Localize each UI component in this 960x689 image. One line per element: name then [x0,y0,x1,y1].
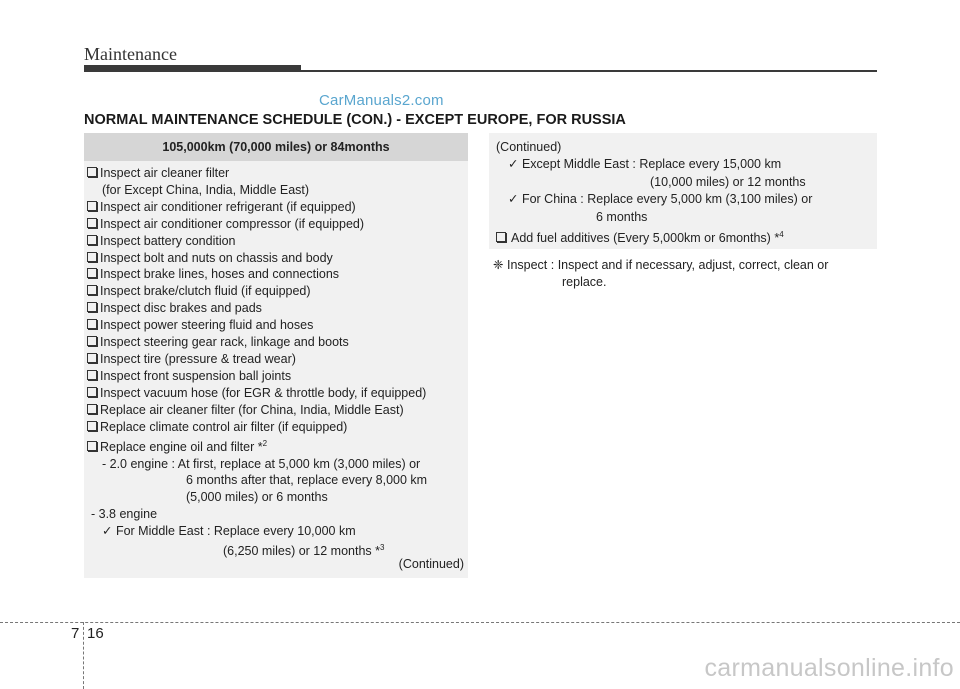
engine-2-0-line: 6 months after that, replace every 8,000 km [186,473,428,488]
except-middle-east-line: ✓ Except Middle East : Replace every 15,000 km [508,157,782,172]
header-rule-thick [84,65,301,72]
page-heading: NORMAL MAINTENANCE SCHEDULE (CON.) - EXCEPT EUROPE, FOR RUSSIA [84,112,626,128]
note-symbol-icon: ❈ [493,258,504,272]
page-number: 16 [87,625,104,642]
list-item: Inspect power steering fluid and hoses [84,317,468,334]
list-item: Replace climate control air filter (if equipped) [84,419,468,436]
footnote-ref: 3 [380,543,385,553]
checkmark-icon: ✓ [508,157,522,172]
engine-3-8-line: - 3.8 engine [91,507,158,522]
checkbox-icon [87,319,97,329]
list-item: Add fuel additives (Every 5,000km or 6months) *$^4$ [496,226,876,248]
checkmark-icon: ✓ [102,524,116,539]
list-item-continuation: (for Except China, India, Middle East) [102,182,310,197]
checkbox-icon [87,252,97,262]
interval-title: 105,000km (70,000 miles) or 84months [84,133,468,161]
checkbox-icon [87,387,97,397]
list-item: Inspect disc brakes and pads [84,300,468,317]
continued-label: (Continued) [496,140,562,154]
checkbox-icon [87,370,97,380]
inspect-note: ❈ Inspect : Inspect and if necessary, adjust, correct, clean or replace. [493,258,829,290]
footnote-ref: 2 [262,438,268,448]
checkbox-icon [87,285,97,295]
middle-east-line: (6,250 miles) or 12 months *$^3$ [223,543,385,559]
list-item: Inspect brake/clutch fluid (if equipped) [84,283,468,300]
list-item: Inspect air conditioner refrigerant (if equipped) [84,199,468,216]
except-middle-east-line: (10,000 miles) or 12 months [650,174,806,189]
checkbox-icon [87,167,97,177]
list-item: Inspect tire (pressure & tread wear) [84,351,468,368]
checkbox-icon [87,404,97,414]
footer-rule [0,622,960,623]
checkbox-icon [87,201,97,211]
footnote-ref: 4 [779,230,784,240]
watermark-bottom[interactable]: carmanualsonline.info [704,654,954,682]
list-item: Inspect steering gear rack, linkage and boots [84,334,468,351]
list-item: Inspect air cleaner filter [84,165,468,182]
checkbox-icon [87,441,97,451]
watermark-top[interactable]: CarManuals2.com [319,92,444,109]
list-item: Inspect battery condition [84,233,468,250]
checkbox-icon [496,232,506,242]
list-item: Replace engine oil and filter *$^2$ [84,436,468,456]
list-item: Inspect bolt and nuts on chassis and body [84,250,468,267]
schedule-box-right [489,133,877,249]
engine-2-0-line: (5,000 miles) or 6 months [186,490,328,505]
checkbox-icon [87,336,97,346]
list-item: Inspect vacuum hose (for EGR & throttle body, if equipped) [84,385,468,402]
list-item: Replace air cleaner filter (for China, India, Middle East) [84,402,468,419]
list-item: Inspect front suspension ball joints [84,368,468,385]
checkbox-icon [87,268,97,278]
section-label: Maintenance [84,44,177,64]
checkbox-icon [87,218,97,228]
middle-east-line: ✓ For Middle East : Replace every 10,000 km [102,524,356,539]
list-item: Inspect air conditioner compressor (if equipped) [84,216,468,233]
schedule-box-left [84,133,468,578]
checkmark-icon: ✓ [508,192,522,207]
checkbox-icon [87,302,97,312]
list-item: Inspect brake lines, hoses and connections [84,266,468,283]
engine-2-0-line: - 2.0 engine : At first, replace at 5,000 km (3,000 miles) or [102,456,421,471]
checkbox-icon [87,421,97,431]
checkbox-icon [87,353,97,363]
chapter-number: 7 [71,625,80,642]
china-line: ✓ For China : Replace every 5,000 km (3,100 miles) or [508,192,813,207]
header-rule-thin [301,70,877,72]
checkbox-icon [87,235,97,245]
footer-divider [83,622,84,689]
china-line: 6 months [596,209,648,224]
inspection-list [84,165,468,560]
continued-label: (Continued) [398,557,464,571]
